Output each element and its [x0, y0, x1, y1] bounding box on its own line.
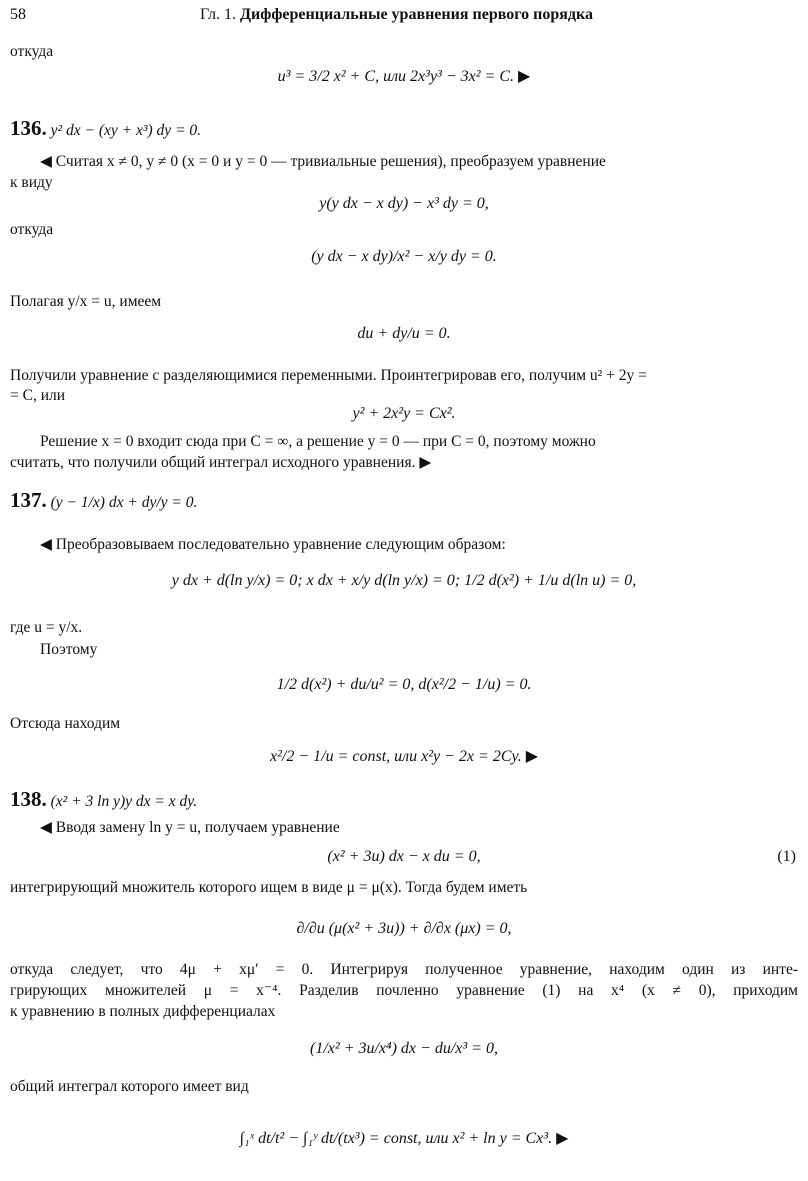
text-line: Полагая y/x = u, имеем [10, 293, 162, 310]
text-line: Решение x = 0 входит сюда при C = ∞, а решение y = 0 — при C = 0, поэтому можно [40, 433, 596, 450]
text-line: Поэтому [40, 641, 98, 658]
text-line: Получили уравнение с разделяющимися переменными. Проинтегрировав его, получим u² + 2y = [10, 367, 647, 384]
chapter-heading: Гл. 1. Дифференциальные уравнения первого порядка [200, 6, 593, 23]
problem-equation: (y − 1/x) dx + dy/y = 0. [50, 494, 198, 511]
equation: ∂/∂u (μ(x² + 3u)) + ∂/∂x (μx) = 0, [296, 920, 512, 937]
equation: du + dy/u = 0. [357, 325, 451, 342]
text-line: к виду [10, 174, 53, 191]
equation-number: (1) [777, 848, 796, 865]
problem-equation: y² dx − (xy + x³) dy = 0. [50, 122, 202, 139]
text-line: откуда [10, 43, 54, 60]
chapter-title: Дифференциальные уравнения первого порядка [240, 6, 593, 23]
page-number: 58 [10, 6, 26, 23]
problem-equation: (x² + 3 ln y)y dx = x dy. [50, 793, 198, 810]
equation: y² + 2x²y = Cx². [352, 405, 456, 422]
problem-number: 138. [10, 787, 47, 811]
problem-136 [10, 118, 798, 141]
text-line: откуда [10, 221, 54, 238]
problem-138 [10, 789, 798, 812]
problem-number: 137. [10, 488, 47, 512]
text-line: Отсюда находим [10, 715, 121, 732]
equation: ∫₁ˣ dt/t² − ∫₁ʸ dt/(tx³) = const, или x² + ln y = Cx³. ▶ [239, 1130, 569, 1147]
running-header [10, 6, 798, 32]
equation: (y dx − x dy)/x² − x/y dy = 0. [311, 248, 497, 265]
text-line: общий интеграл которого имеет вид [10, 1078, 249, 1095]
problem-number: 136. [10, 116, 47, 140]
text-line: ◀ Считая x ≠ 0, y ≠ 0 (x = 0 и y = 0 — тривиальные решения), преобразуем уравнение [40, 153, 606, 170]
problem-137 [10, 490, 798, 513]
equation: u³ = 3/2 x² + C, или 2x³y³ − 3x² = C. ▶ [277, 68, 531, 85]
text-line: грирующих множителей μ = x⁻⁴. Разделив почленно уравнение (1) на x⁴ (x ≠ 0), приходим [10, 982, 798, 999]
text-line: ◀ Преобразовываем последовательно уравнение следующим образом: [40, 536, 506, 553]
equation: (x² + 3u) dx − x du = 0, [327, 848, 481, 865]
equation: (1/x² + 3u/x⁴) dx − du/x³ = 0, [310, 1040, 498, 1057]
equation: 1/2 d(x²) + du/u² = 0, d(x²/2 − 1/u) = 0. [276, 676, 532, 693]
equation: y dx + d(ln y/x) = 0; x dx + x/y d(ln y/x) = 0; 1/2 d(x²) + 1/u d(ln u) = 0, [171, 572, 637, 589]
text-line: ◀ Вводя замену ln y = u, получаем уравнение [40, 819, 340, 836]
text-line: интегрирующий множитель которого ищем в виде μ = μ(x). Тогда будем иметь [10, 879, 528, 896]
text-line: где u = y/x. [10, 619, 83, 636]
text-line: = C, или [10, 387, 66, 404]
equation: y(y dx − x dy) − x³ dy = 0, [319, 195, 489, 212]
equation: x²/2 − 1/u = const, или x²y − 2x = 2Cy. ▶ [269, 748, 539, 765]
text-line: считать, что получили общий интеграл исходного уравнения. ▶ [10, 454, 432, 471]
text-line: к уравнению в полных дифференциалах [10, 1003, 276, 1020]
text-line: откуда следует, что 4μ + xμ′ = 0. Интегрируя полученное уравнение, находим один из инте- [10, 961, 798, 978]
